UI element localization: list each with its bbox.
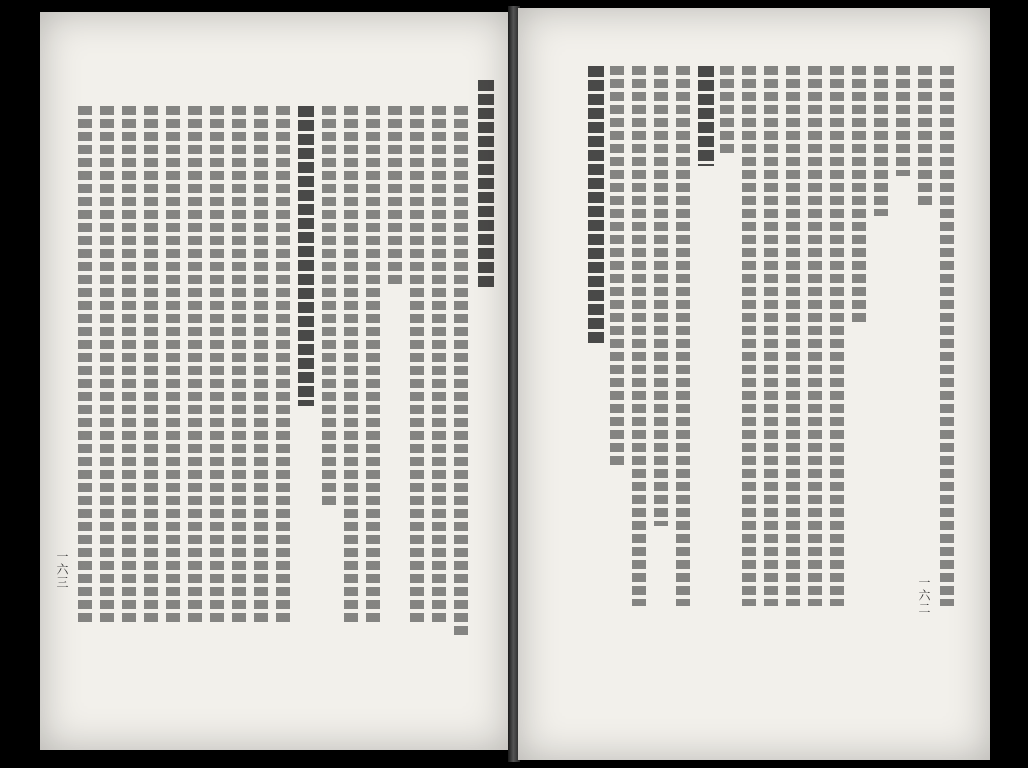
text-column-line bbox=[742, 66, 756, 606]
text-column-line bbox=[254, 106, 268, 626]
text-column-line bbox=[786, 66, 800, 606]
text-column-line bbox=[410, 106, 424, 626]
text-column-line bbox=[232, 106, 246, 626]
section-heading-line bbox=[298, 106, 314, 406]
text-column-line bbox=[874, 66, 888, 216]
left-page-number: 一六三 bbox=[55, 550, 69, 589]
text-column-line bbox=[366, 106, 380, 626]
text-column-line bbox=[918, 66, 932, 206]
text-column-line bbox=[388, 106, 402, 286]
right-page-number: 一六二 bbox=[917, 576, 931, 615]
section-heading-line bbox=[698, 66, 714, 166]
text-column-line bbox=[940, 66, 954, 606]
text-column-line bbox=[144, 106, 158, 626]
left-page bbox=[40, 12, 510, 750]
section-heading-line bbox=[588, 66, 604, 346]
text-column-line bbox=[210, 106, 224, 626]
text-column-line bbox=[122, 106, 136, 626]
text-column-line bbox=[632, 66, 646, 606]
text-column-line bbox=[676, 66, 690, 606]
text-column-line bbox=[808, 66, 822, 606]
text-column-line bbox=[764, 66, 778, 606]
text-column-line bbox=[344, 106, 358, 626]
text-column-line bbox=[100, 106, 114, 626]
text-column-line bbox=[322, 106, 336, 506]
text-column-line bbox=[654, 66, 668, 526]
text-column-line bbox=[610, 66, 624, 466]
text-column-line bbox=[276, 106, 290, 626]
right-page bbox=[518, 8, 990, 760]
text-column-line bbox=[188, 106, 202, 626]
text-column-line bbox=[896, 66, 910, 176]
text-column-line bbox=[830, 66, 844, 606]
text-column-line bbox=[720, 66, 734, 156]
text-column-line bbox=[78, 106, 92, 626]
text-column-line bbox=[166, 106, 180, 626]
text-column-line bbox=[454, 106, 468, 638]
text-column-line bbox=[432, 106, 446, 626]
text-column-line bbox=[852, 66, 866, 326]
section-heading-line bbox=[478, 80, 494, 290]
